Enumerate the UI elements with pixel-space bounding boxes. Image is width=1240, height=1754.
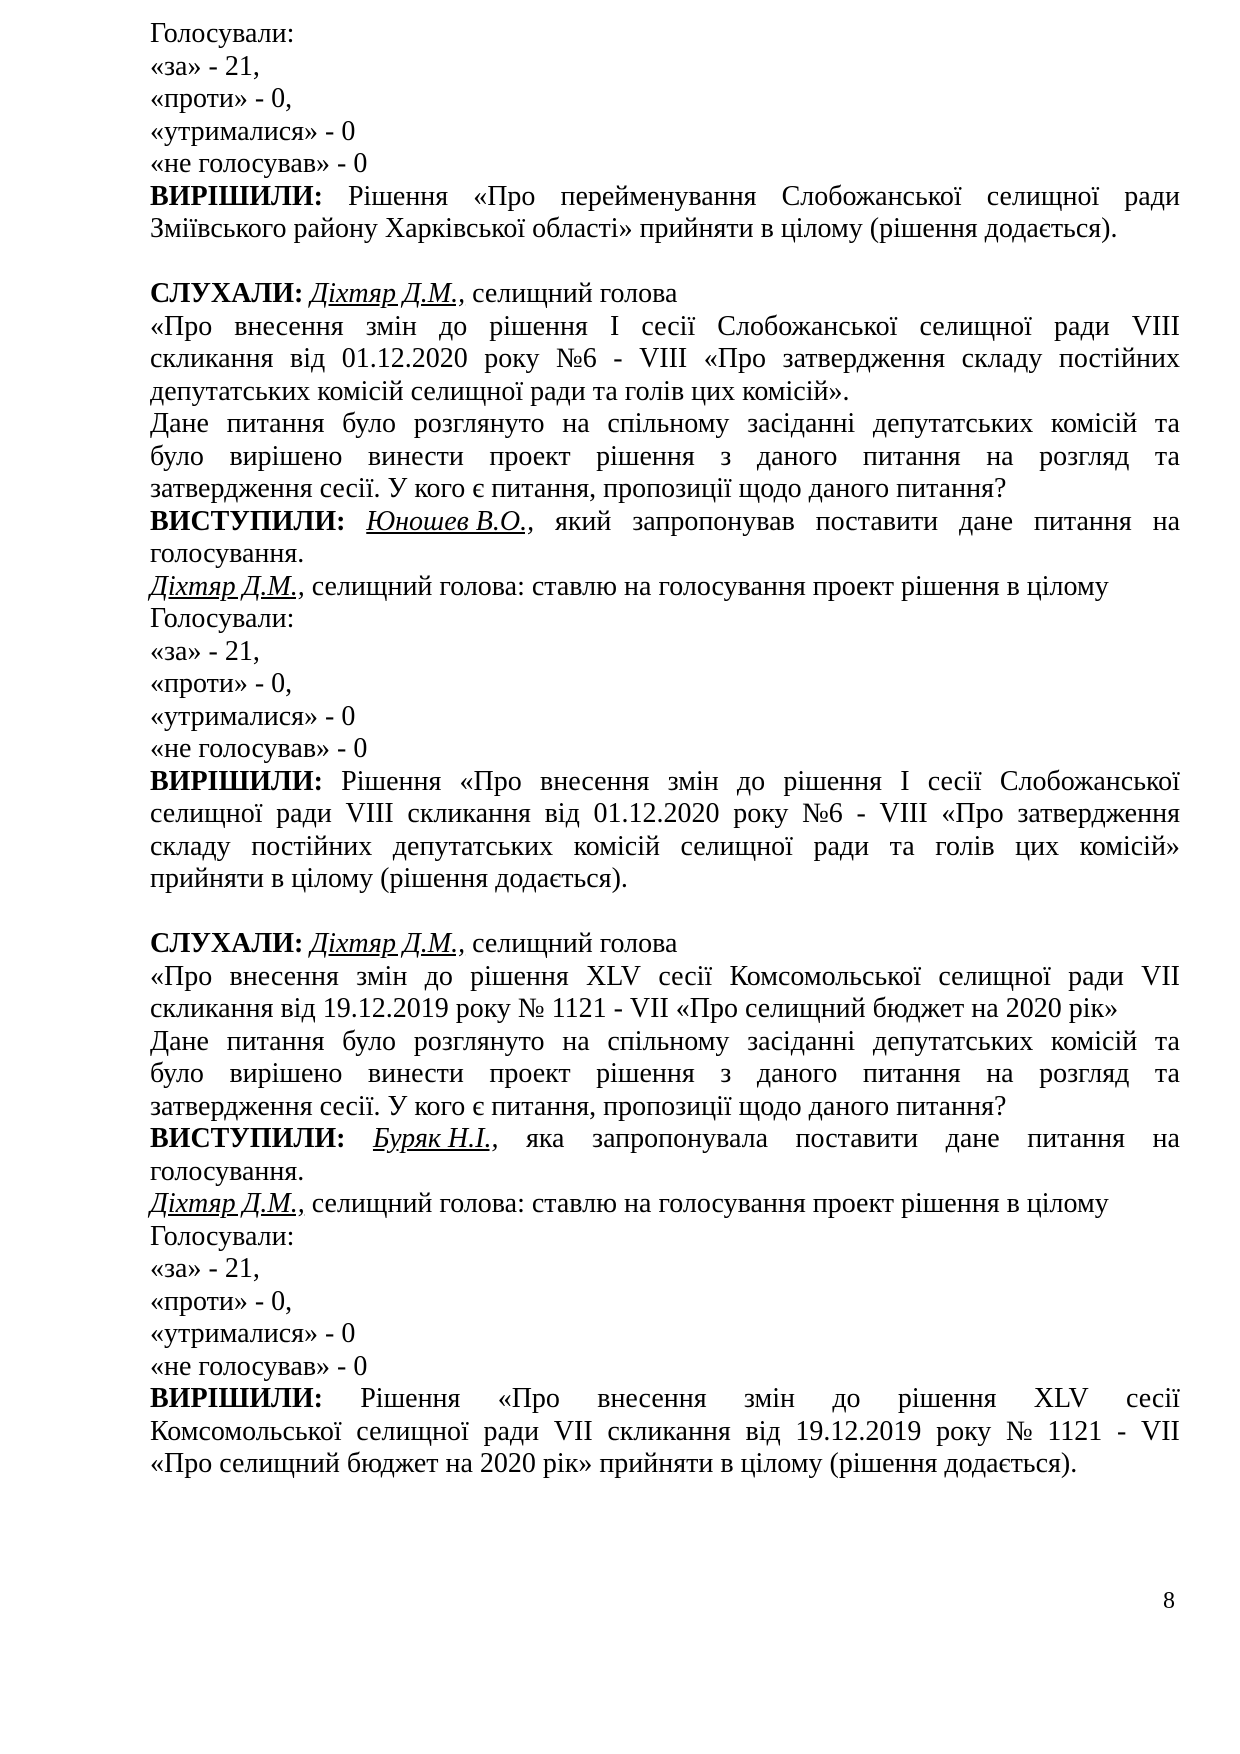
word: від (745, 1415, 781, 1447)
word: затвердження (782, 343, 946, 374)
word: ради (276, 798, 332, 829)
word: VIII (345, 798, 394, 829)
word: постійних (251, 830, 373, 862)
word: до (438, 310, 468, 342)
vote-for: «за» - 21, (150, 50, 260, 82)
word: 19.12.2019 (795, 1415, 922, 1447)
word: питання (1033, 505, 1132, 537)
word: рішення (470, 960, 569, 992)
word: винести (367, 440, 464, 472)
word: та (1154, 1058, 1180, 1089)
word: VII (1141, 960, 1180, 992)
word: на (986, 1058, 1014, 1089)
word: дане (959, 505, 1014, 537)
spoke-line-1 (150, 506, 1180, 539)
word: селищної (986, 180, 1100, 212)
spoke-speaker: Юношев В.О., (366, 505, 535, 537)
info-line-2 (150, 441, 1180, 474)
word: «Про (459, 765, 522, 797)
word: депутатських (872, 1025, 1034, 1057)
chair-speaker: Діхтяр Д.М., (150, 1188, 305, 1219)
word: селищної (919, 310, 1032, 342)
word: «Про (703, 343, 767, 374)
word: перейменування (560, 180, 757, 212)
word: року (733, 798, 789, 829)
word: XLV (586, 960, 642, 992)
word: 01.12.2020 (341, 343, 468, 374)
word: скликання (407, 798, 531, 829)
word: комісій» (1079, 830, 1180, 862)
decision-line-2: Зміївського району Харківської області» прийняти в цілому (рішення додається). (150, 213, 1118, 244)
word: голів (935, 830, 995, 862)
word: розгляд (1039, 1058, 1130, 1089)
word: Комсомольської (729, 960, 922, 992)
word: депутатських (392, 830, 554, 862)
vote-for: «за» - 21, (150, 635, 260, 667)
word: «Про (497, 1383, 560, 1414)
word: даного (756, 1058, 838, 1089)
word: селищної (356, 1415, 469, 1447)
word: розглянуто (413, 1025, 545, 1057)
word: змін (743, 1383, 796, 1414)
word: було (342, 408, 397, 439)
word: внесення (597, 1383, 707, 1414)
word: Слобожанської (781, 180, 962, 212)
word: змін (365, 310, 417, 342)
section-2 (150, 278, 1180, 896)
word: селищної (680, 830, 793, 862)
word: І (900, 765, 910, 797)
heard-speaker: Діхтяр Д.М., (310, 928, 466, 959)
word: проект (489, 440, 571, 472)
word: «Про (150, 310, 213, 342)
word: № (1005, 1415, 1033, 1447)
word: Дане (150, 1025, 209, 1057)
word: складу (150, 830, 231, 862)
word: та (1154, 408, 1180, 439)
word: поставити (795, 1123, 919, 1154)
spoke-speaker: Буряк Н.І., (372, 1123, 499, 1154)
word: «Про (473, 180, 536, 212)
word: року (936, 1415, 992, 1447)
decision-line-3 (150, 831, 1180, 864)
word: питання (226, 408, 325, 439)
word: ради (483, 1415, 540, 1447)
word: «Про (941, 798, 1004, 829)
word: рішення (897, 1383, 997, 1414)
vote-header: Голосували: (150, 1220, 295, 1252)
decision-line-2 (150, 798, 1180, 831)
info-line-3: затвердження сесії. У кого є питання, пропозиції щодо даного питання? (150, 473, 1007, 504)
word: 01.12.2020 (593, 798, 720, 829)
section-1 (150, 18, 1180, 246)
word: та (889, 830, 915, 862)
vote-abstain: «утрималися» - 0 (150, 115, 356, 147)
word: VIII (1131, 310, 1180, 342)
word: до (424, 960, 453, 992)
word: вирішено (229, 440, 343, 472)
word: на (1152, 505, 1180, 537)
word: та (1154, 1025, 1180, 1057)
page-number: 8 (1163, 1588, 1175, 1614)
word: сесії (658, 960, 713, 992)
vote-abstain: «утрималися» - 0 (150, 1318, 356, 1349)
word: сесії (1126, 1383, 1180, 1414)
vote-header: Голосували: (150, 18, 295, 49)
word: з (720, 1058, 732, 1089)
topic-line-2: скликання від 19.12.2019 року № 1121 - VII «Про селищний бюджет на 2020 рік» (150, 993, 1119, 1024)
word: цих (1015, 830, 1060, 862)
topic-line-1 (150, 311, 1180, 344)
word: винести (367, 1058, 464, 1089)
word: Рішення (347, 180, 449, 212)
chair-line (150, 571, 1180, 604)
spoke-label: ВИСТУПИЛИ: (150, 505, 346, 537)
chair-text: селищний голова: ставлю на голосування проект рішення в цілому (311, 1188, 1109, 1219)
word: Дане (150, 408, 209, 439)
word: ради (1068, 960, 1124, 992)
word: депутатських (872, 408, 1034, 439)
word: рішення (596, 1058, 695, 1089)
decision-line-1 (150, 766, 1180, 799)
word: Рішення (341, 765, 442, 797)
word: ради (1124, 180, 1180, 212)
word: засіданні (747, 408, 856, 439)
word: селищної (938, 960, 1051, 992)
word: на (562, 1025, 590, 1057)
word: постійних (1058, 343, 1180, 374)
word: який (554, 505, 612, 537)
chair-line (150, 1188, 1180, 1221)
word: Слобожанської (999, 765, 1180, 797)
word: на (562, 408, 590, 439)
word: - (613, 343, 623, 374)
heard-line (150, 278, 1180, 311)
vote-against: «проти» - 0, (150, 83, 293, 114)
word: «Про (150, 960, 213, 992)
word: та (1154, 440, 1180, 472)
word: засіданні (747, 1025, 856, 1057)
word: VIII (879, 798, 928, 829)
spoke-label: ВИСТУПИЛИ: (150, 1123, 346, 1154)
heard-label: СЛУХАЛИ: (150, 928, 304, 959)
word: - (856, 798, 866, 829)
chair-text: селищний голова: ставлю на голосування проект рішення в цілому (311, 570, 1109, 602)
word: VII (553, 1415, 593, 1447)
spoke-line-2: голосування. (150, 1155, 305, 1187)
word: питання (226, 1025, 325, 1057)
word: ради (813, 830, 870, 862)
word: яка (526, 1123, 565, 1154)
info-line-1 (150, 408, 1180, 441)
word: - (1116, 1415, 1127, 1447)
word: сесії (641, 310, 696, 342)
word: до (832, 1383, 861, 1414)
decided-label: ВИРІШИЛИ: (150, 1383, 323, 1414)
decided-label: ВИРІШИЛИ: (150, 180, 323, 212)
word: рішення (596, 440, 695, 472)
word: внесення (234, 310, 344, 342)
vote-against: «проти» - 0, (150, 668, 293, 699)
info-line-3: затвердження сесії. У кого є питання, пропозиції щодо даного питання? (150, 1090, 1007, 1122)
word: ради (1054, 310, 1110, 342)
decision-line-1 (150, 1383, 1180, 1416)
word: складу (961, 343, 1043, 374)
vote-header: Голосували: (150, 603, 295, 634)
word: внесення (539, 765, 650, 797)
word: до (736, 765, 766, 797)
vote-abstain: «утрималися» - 0 (150, 700, 356, 732)
heard-role: селищний голова (472, 928, 678, 959)
word: розгляд (1039, 440, 1130, 472)
word: поставити (815, 505, 939, 537)
word: даного (756, 440, 838, 472)
chair-speaker: Діхтяр Д.М., (150, 570, 305, 602)
word: скликання (607, 1415, 731, 1447)
word: затвердження (1017, 798, 1180, 829)
word: комісій (1050, 408, 1138, 439)
decision-line-1 (150, 181, 1180, 214)
word: Слобожанської (717, 310, 898, 342)
decided-label: ВИРІШИЛИ: (150, 765, 323, 797)
word: Комсомольської (150, 1415, 342, 1447)
word: селищної (150, 798, 263, 829)
word: вирішено (229, 1058, 343, 1089)
word: рішення (783, 765, 882, 797)
word: XLV (1033, 1383, 1089, 1414)
word: комісій (573, 830, 660, 862)
word: запропонував (632, 505, 795, 537)
word: з (720, 440, 732, 472)
word: питання (1027, 1123, 1126, 1154)
heard-speaker: Діхтяр Д.М., (310, 278, 466, 309)
word: проект (489, 1058, 571, 1089)
word: змін (356, 960, 408, 992)
word: спільному (607, 1025, 730, 1057)
vote-against: «проти» - 0, (150, 1285, 293, 1317)
word: питання (862, 440, 961, 472)
word: на (986, 440, 1014, 472)
word: скликання (150, 343, 274, 374)
decision-line-3: «Про селищний бюджет на 2020 рік» прийняти в цілому (рішення додається). (150, 1448, 1078, 1479)
topic-line-2 (150, 343, 1180, 376)
word: Рішення (360, 1383, 461, 1414)
word: 1121 (1047, 1415, 1103, 1447)
topic-line-3: депутатських комісій селищної ради та голів цих комісій». (150, 375, 850, 407)
word: питання (862, 1058, 961, 1089)
word: внесення (229, 960, 339, 992)
word: дане (945, 1123, 1000, 1154)
word: спільному (607, 408, 730, 439)
heard-label: СЛУХАЛИ: (150, 278, 304, 309)
word: року (484, 343, 540, 374)
word: на (1152, 1123, 1180, 1154)
word: запропонувала (592, 1123, 769, 1154)
section-3 (150, 928, 1180, 1481)
word: комісій (1050, 1025, 1138, 1057)
vote-not-voted: «не голосував» - 0 (150, 148, 368, 179)
spoke-line-1 (150, 1123, 1180, 1156)
decision-line-4: прийняти в цілому (рішення додається). (150, 863, 628, 894)
vote-not-voted: «не голосував» - 0 (150, 1350, 368, 1382)
word: №6 (555, 343, 597, 374)
word: змін (667, 765, 719, 797)
heard-role: селищний голова (472, 278, 678, 309)
info-line-2 (150, 1058, 1180, 1091)
word: було (342, 1025, 397, 1057)
word: І (609, 310, 620, 342)
vote-for: «за» - 21, (150, 1253, 260, 1284)
decision-line-2 (150, 1416, 1180, 1449)
word: було (150, 1058, 204, 1089)
word: VIII (639, 343, 688, 374)
word: було (150, 440, 204, 472)
word: розглянуто (413, 408, 545, 439)
word: №6 (802, 798, 843, 829)
word: сесії (927, 765, 982, 797)
word: від (289, 343, 326, 374)
info-line-1 (150, 1026, 1180, 1059)
topic-line-1 (150, 961, 1180, 994)
word: від (544, 798, 580, 829)
word: VII (1140, 1415, 1180, 1447)
vote-not-voted: «не голосував» - 0 (150, 733, 368, 764)
document-page (150, 18, 1180, 1481)
word: рішення (489, 310, 588, 342)
spoke-line-2: голосування. (150, 538, 305, 569)
heard-line (150, 928, 1180, 961)
